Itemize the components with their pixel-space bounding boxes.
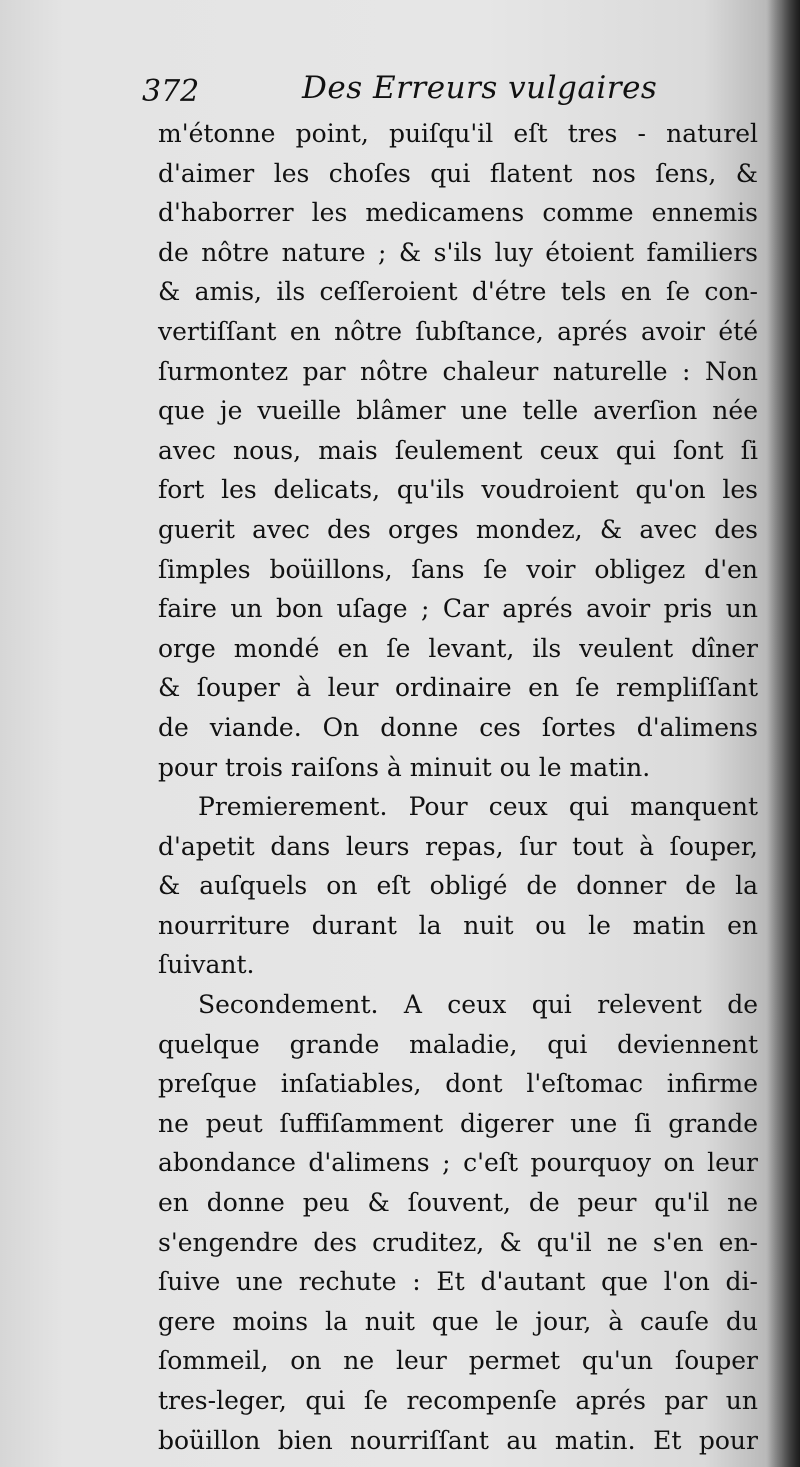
text-line: pour trois raiſons à minuit ou le matin. bbox=[158, 752, 651, 782]
text-line: nourriture durant la nuit ou le matin en bbox=[158, 910, 758, 940]
text-line: preſque inſatiables, dont l'eſtomac infirme bbox=[158, 1069, 758, 1099]
page-number: 372 bbox=[142, 74, 200, 109]
text-line: faire un bon uſage ; Car aprés avoir pris un bbox=[158, 594, 758, 624]
text-line: boüillon bien nourriſſant au matin. Et pour bbox=[158, 1425, 758, 1455]
text-line: que je vueille blâmer une telle averſion née bbox=[158, 396, 758, 426]
text-line: quelque grande maladie, qui deviennent bbox=[158, 1029, 758, 1059]
text-line: d'haborrer les medicamens comme ennemis bbox=[158, 198, 758, 228]
text-line: d'aimer les choſes qui flatent nos ſens, & bbox=[158, 158, 758, 188]
text-line: gere moins la nuit que le jour, à cauſe du bbox=[158, 1306, 758, 1336]
text-line: ſuive une rechute : Et d'autant que l'on di- bbox=[158, 1267, 758, 1297]
text-line: m'étonne point, puiſqu'il eſt tres - naturel bbox=[158, 119, 758, 148]
text-line: de nôtre nature ; & s'ils luy étoient familiers bbox=[158, 237, 758, 267]
text-line: ſuivant. bbox=[158, 950, 255, 980]
text-line: s'engendre des cruditez, & qu'il ne s'en en- bbox=[158, 1227, 758, 1257]
text-line: Premierement. Pour ceux qui manquent bbox=[198, 792, 758, 822]
body-text bbox=[158, 114, 758, 1460]
text-line: tres-leger, qui ſe recompenſe aprés par un bbox=[158, 1386, 758, 1415]
page-header bbox=[142, 70, 762, 114]
text-line: & auſquels on eſt obligé de donner de la bbox=[158, 871, 758, 901]
text-line: ſommeil, on ne leur permet qu'un ſouper bbox=[158, 1346, 758, 1376]
text-line: ne peut ſuffiſamment digerer une ſi grande bbox=[158, 1108, 758, 1138]
text-line: vertiſſant en nôtre ſubſtance, aprés avoir été bbox=[158, 316, 758, 346]
text-line: fort les delicats, qu'ils voudroient qu'on les bbox=[158, 475, 758, 505]
text-line: ſimples boüillons, ſans ſe voir obligez d'en bbox=[158, 554, 758, 584]
text-line: & amis, ils ceſſeroient d'étre tels en ſe con- bbox=[158, 277, 758, 307]
text-line: en donne peu & ſouvent, de peur qu'il ne bbox=[158, 1188, 758, 1218]
text-line: guerit avec des orges mondez, & avec des bbox=[158, 514, 758, 544]
text-line: de viande. On donne ces ſortes d'alimens bbox=[158, 712, 758, 742]
text-line: avec nous, mais ſeulement ceux qui ſont ſi bbox=[158, 435, 758, 465]
text-line: Secondement. A ceux qui relevent de bbox=[198, 990, 758, 1020]
text-line: abondance d'alimens ; c'eſt pourquoy on leur bbox=[158, 1148, 758, 1178]
text-line: & ſouper à leur ordinaire en ſe rempliſſant bbox=[158, 673, 758, 703]
page-edge-shadow bbox=[766, 0, 800, 1467]
text-line: ſurmontez par nôtre chaleur naturelle : Non bbox=[158, 356, 758, 386]
running-title: Des Erreurs vulgaires bbox=[302, 70, 658, 106]
text-line: orge mondé en ſe levant, ils veulent dîner bbox=[158, 633, 758, 663]
text-line: d'apetit dans leurs repas, ſur tout à ſouper, bbox=[158, 831, 758, 861]
